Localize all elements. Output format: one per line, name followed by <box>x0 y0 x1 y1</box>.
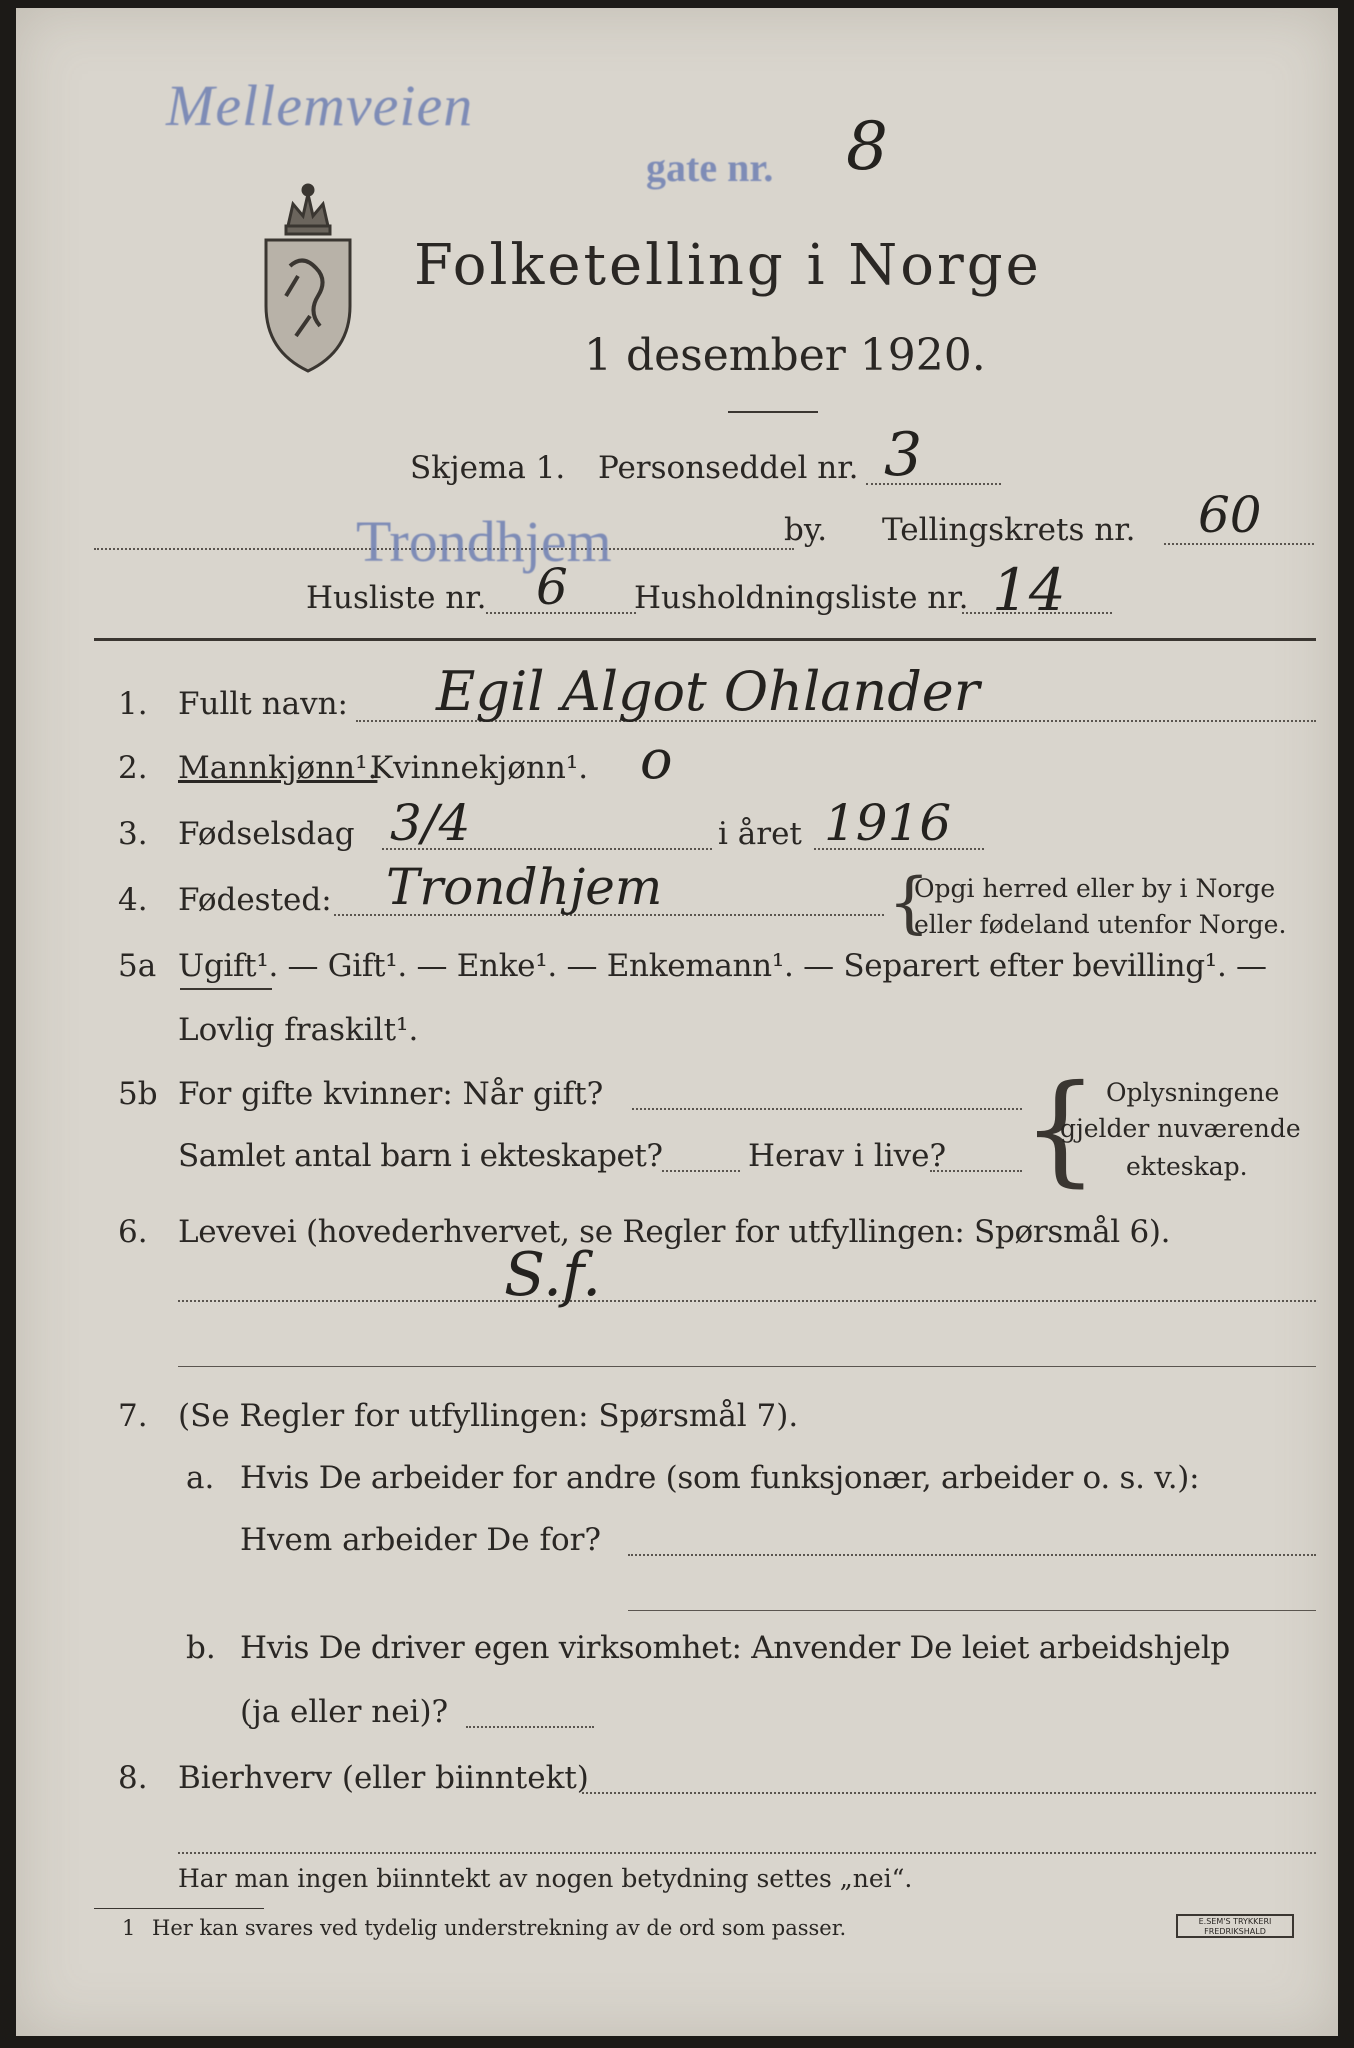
q6-line2 <box>178 1366 1316 1367</box>
husholdning-label: Husholdningsliste nr. <box>634 580 969 616</box>
husliste-value: 6 <box>536 558 568 616</box>
by-label: by. <box>784 512 828 548</box>
birthplace-value: Trondhjem <box>386 858 663 916</box>
tellingskrets-value: 60 <box>1198 486 1262 544</box>
street-stamp: Mellemveien <box>166 73 474 138</box>
street-suffix-stamp: gate nr. <box>646 145 774 190</box>
q2-mark: o <box>640 728 673 791</box>
q5b-children-label: Samlet antal barn i ekteskapet? <box>178 1138 663 1174</box>
q8-number: 8. <box>118 1760 148 1796</box>
q6-line1 <box>178 1300 1316 1302</box>
q5b-alive-line <box>930 1170 1022 1172</box>
birth-date-value: 3/4 <box>390 794 471 852</box>
q8-label: Bierhverv (eller biinntekt) <box>178 1760 589 1796</box>
husliste-label: Husliste nr. <box>306 580 487 616</box>
no-income-note: Har man ingen biinntekt av nogen betydning settes „nei“. <box>178 1864 913 1893</box>
skjema-label: Skjema 1. <box>410 450 566 486</box>
q5b-number: 5b <box>118 1076 158 1112</box>
q6-label: Levevei (hovederhvervet, se Regler for utfyllingen: Spørsmål 6). <box>178 1214 1171 1250</box>
q5b-note-line3: ekteskap. <box>1126 1152 1248 1181</box>
q4-number: 4. <box>118 882 148 918</box>
q2-male-option: Mannkjønn¹. <box>178 750 378 786</box>
marital-status-options-2: Lovlig fraskilt¹. <box>178 1012 419 1048</box>
q7b-line <box>466 1726 594 1728</box>
title-divider <box>728 411 818 413</box>
q4-label: Fødested: <box>178 882 332 918</box>
q2-female-option: Kvinnekjønn¹. <box>370 750 589 786</box>
q8-line2 <box>178 1852 1316 1854</box>
q5b-married-women-label: For gifte kvinner: Når gift? <box>178 1076 604 1112</box>
q7b-text: Hvis De driver egen virksomhet: Anvender De leiet arbeidshjelp <box>240 1630 1230 1666</box>
q5b-when-line <box>632 1108 1022 1110</box>
personseddel-label: Personseddel nr. <box>598 450 859 486</box>
q1-label: Fullt navn: <box>178 686 348 722</box>
q7b-letter: b. <box>186 1630 216 1666</box>
q7a-letter: a. <box>186 1460 215 1496</box>
q5b-alive-label: Herav i live? <box>748 1138 947 1174</box>
q5b-brace: { <box>1022 1060 1099 1199</box>
q8-line1 <box>582 1792 1316 1794</box>
norway-coat-of-arms-icon <box>248 176 368 376</box>
q7a-question: Hvem arbeider De for? <box>240 1522 602 1558</box>
footnote-mark: 1 <box>122 1916 136 1940</box>
q5b-children-line <box>662 1170 740 1172</box>
q5b-note-line2: gjelder nuværende <box>1060 1114 1301 1143</box>
q4-note-line1: Opgi herred eller by i Norge <box>914 874 1276 903</box>
printer-mark: E.SEM'S TRYKKERI FREDRIKSHALD <box>1176 1914 1294 1938</box>
q7a-line2 <box>628 1610 1316 1611</box>
q4-brace: { <box>888 864 930 941</box>
q3-label: Fødselsdag <box>178 816 355 852</box>
footnote-text: Her kan svares ved tydelig understrekning av de ord som passer. <box>152 1916 847 1940</box>
q7b-question: (ja eller nei)? <box>240 1694 449 1730</box>
q5a-number: 5a <box>118 948 157 984</box>
form-title: Folketelling i Norge <box>414 233 1042 298</box>
city-stamp: Trondhjem <box>356 509 612 574</box>
marital-status-options: Ugift¹. — Gift¹. — Enke¹. — Enkemann¹. — Separert efter bevilling¹. — <box>178 948 1267 984</box>
census-date: 1 desember 1920. <box>584 330 986 381</box>
q5b-note-line1: Oplysningene <box>1106 1078 1280 1107</box>
q3-year-label: i året <box>718 816 802 852</box>
birth-year-value: 1916 <box>824 794 952 852</box>
occupation-value: S.f. <box>504 1240 602 1310</box>
full-name-value: Egil Algot Ohlander <box>436 660 980 723</box>
personseddel-value: 3 <box>884 420 923 490</box>
q7a-line1 <box>628 1554 1316 1556</box>
header-divider <box>94 638 1316 641</box>
street-number: 8 <box>846 108 888 185</box>
q7a-text: Hvis De arbeider for andre (som funksjonær, arbeider o. s. v.): <box>240 1460 1200 1496</box>
q1-number: 1. <box>118 686 148 722</box>
footnote-divider <box>94 1908 264 1909</box>
q6-number: 6. <box>118 1214 148 1250</box>
q2-number: 2. <box>118 750 148 786</box>
q7-label: (Se Regler for utfyllingen: Spørsmål 7). <box>178 1398 799 1434</box>
q3-number: 3. <box>118 816 148 852</box>
ugift-underline <box>180 988 272 990</box>
husholdning-value: 14 <box>992 556 1066 624</box>
q4-note-line2: eller fødeland utenfor Norge. <box>914 910 1287 939</box>
q7-number: 7. <box>118 1398 148 1434</box>
census-form-sheet <box>16 8 1338 2036</box>
tellingskrets-label: Tellingskrets nr. <box>882 512 1136 548</box>
